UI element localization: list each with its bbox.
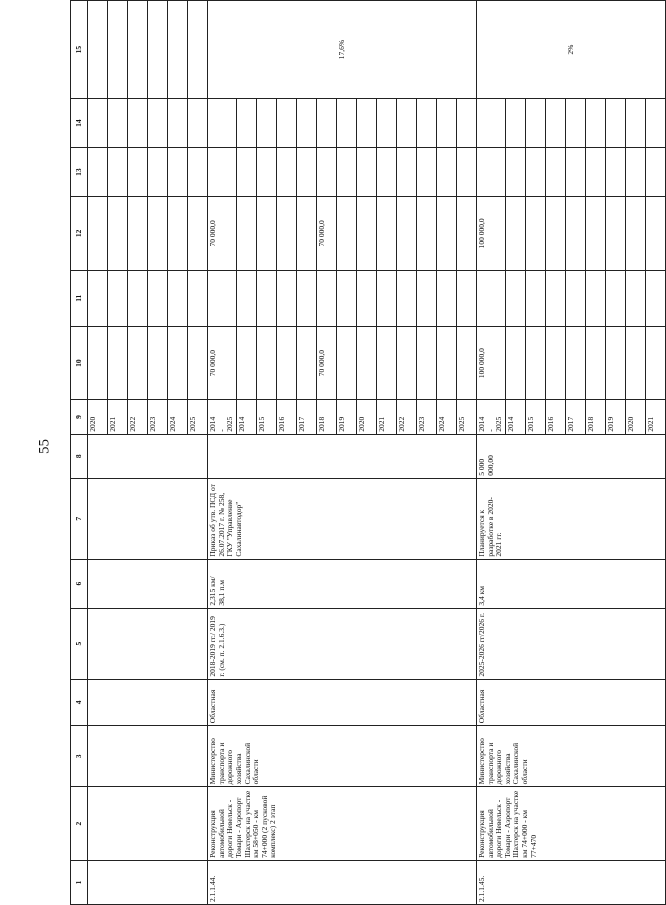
period: 2025-2026 гг/2026 г. xyxy=(476,608,665,679)
capacity: 2,315 км/ 38,1 п.м xyxy=(208,559,477,608)
year-cell: 2016 xyxy=(545,400,565,434)
value-cell: 70 000,0 xyxy=(208,326,237,399)
year-cell: 2015 xyxy=(525,400,545,434)
col-header: 15 xyxy=(71,1,88,99)
year-cell: 2019 xyxy=(605,400,625,434)
year-cell: 2019 xyxy=(336,400,356,434)
value-cell: 70 000,0 xyxy=(316,197,336,270)
year-cell: 2018 xyxy=(316,400,336,434)
year-cell: 2016 xyxy=(276,400,296,434)
header-row xyxy=(71,1,88,905)
year-cell: 2021 xyxy=(108,400,128,434)
col-header: 12 xyxy=(71,197,88,270)
table-row-2-1-1-44 xyxy=(208,1,237,905)
value-cell: 70 000,0 xyxy=(316,326,336,399)
year-cell: 2017 xyxy=(565,400,585,434)
year-cell: 2014 xyxy=(236,400,256,434)
value-cell: 70 000,0 xyxy=(208,197,237,270)
object-name: Реконструкция автомобильной дороги Невельск - Томари - Аэропорт Шахтерск на участке км 74+000 - км 77+470 xyxy=(476,787,665,860)
table-row xyxy=(88,1,108,905)
year-cell: 2022 xyxy=(396,400,416,434)
row-number: 2.1.1.44. xyxy=(208,860,477,904)
budget-type: Областная xyxy=(208,679,477,726)
rotated-table-container xyxy=(70,0,655,905)
table-row-2-1-1-45 xyxy=(476,1,505,905)
year-cell: 2014 - 2025 xyxy=(208,400,237,434)
year-cell: 2025 xyxy=(188,400,208,434)
year-cell: 2023 xyxy=(416,400,436,434)
year-cell: 2025 xyxy=(456,400,476,434)
col-header: 13 xyxy=(71,148,88,197)
year-cell: 2015 xyxy=(256,400,276,434)
executor: Министерство транспорта и дорожного хозяйства Сахалинской области xyxy=(476,726,665,787)
page-number: 55 xyxy=(36,439,53,454)
value-cell: 100 000,0 xyxy=(476,197,505,270)
share-cell: 17,6% xyxy=(208,1,477,99)
budget-table xyxy=(70,0,666,905)
col-header: 3 xyxy=(71,726,88,787)
year-cell: 2014 xyxy=(505,400,525,434)
share-cell: 2% xyxy=(476,1,665,99)
col-header: 4 xyxy=(71,679,88,726)
col-header: 2 xyxy=(71,787,88,860)
col-header: 14 xyxy=(71,99,88,148)
year-cell: 2024 xyxy=(436,400,456,434)
value-cell: 100 000,0 xyxy=(476,326,505,399)
documents: Планируется к разработке в 2020- 2021 гг. xyxy=(476,478,665,559)
object-name: Реконструкция автомобильной дороги Невельск - Томари - Аэропорт Шахтерск на участке км 58+050 - км 74+000 (2 пусковой комплекс) 2 этап xyxy=(208,787,477,860)
row-number: 2.1.1.45. xyxy=(476,860,665,904)
col-header: 8 xyxy=(71,434,88,478)
year-cell: 2017 xyxy=(296,400,316,434)
col-header: 10 xyxy=(71,326,88,399)
period: 2018-2019 гг./ 2019 г. (см. п. 2.1.6.3.) xyxy=(208,608,477,679)
documents: Приказ об утв. ПСД от 26.07.2017 г. № 258, ГКУ "Управление Сахалинавтодор" xyxy=(208,478,477,559)
cost: 5 000 000,00 xyxy=(476,434,665,478)
col-header: 9 xyxy=(71,400,88,434)
col-header: 5 xyxy=(71,608,88,679)
col-header: 6 xyxy=(71,559,88,608)
year-cell: 2020 xyxy=(356,400,376,434)
executor: Министерство транспорта и дорожного хозяйства Сахалинской области xyxy=(208,726,477,787)
year-cell: 2024 xyxy=(168,400,188,434)
col-header: 7 xyxy=(71,478,88,559)
capacity: 3,4 км xyxy=(476,559,665,608)
col-header: 11 xyxy=(71,270,88,326)
year-cell: 2014 - 2025 xyxy=(476,400,505,434)
year-cell: 2023 xyxy=(148,400,168,434)
year-cell: 2022 xyxy=(128,400,148,434)
year-cell: 2021 xyxy=(645,400,665,434)
year-cell: 2020 xyxy=(625,400,645,434)
year-cell: 2018 xyxy=(585,400,605,434)
col-header: 1 xyxy=(71,860,88,904)
budget-type: Областная xyxy=(476,679,665,726)
year-cell: 2021 xyxy=(376,400,396,434)
year-cell: 2020 xyxy=(88,400,108,434)
